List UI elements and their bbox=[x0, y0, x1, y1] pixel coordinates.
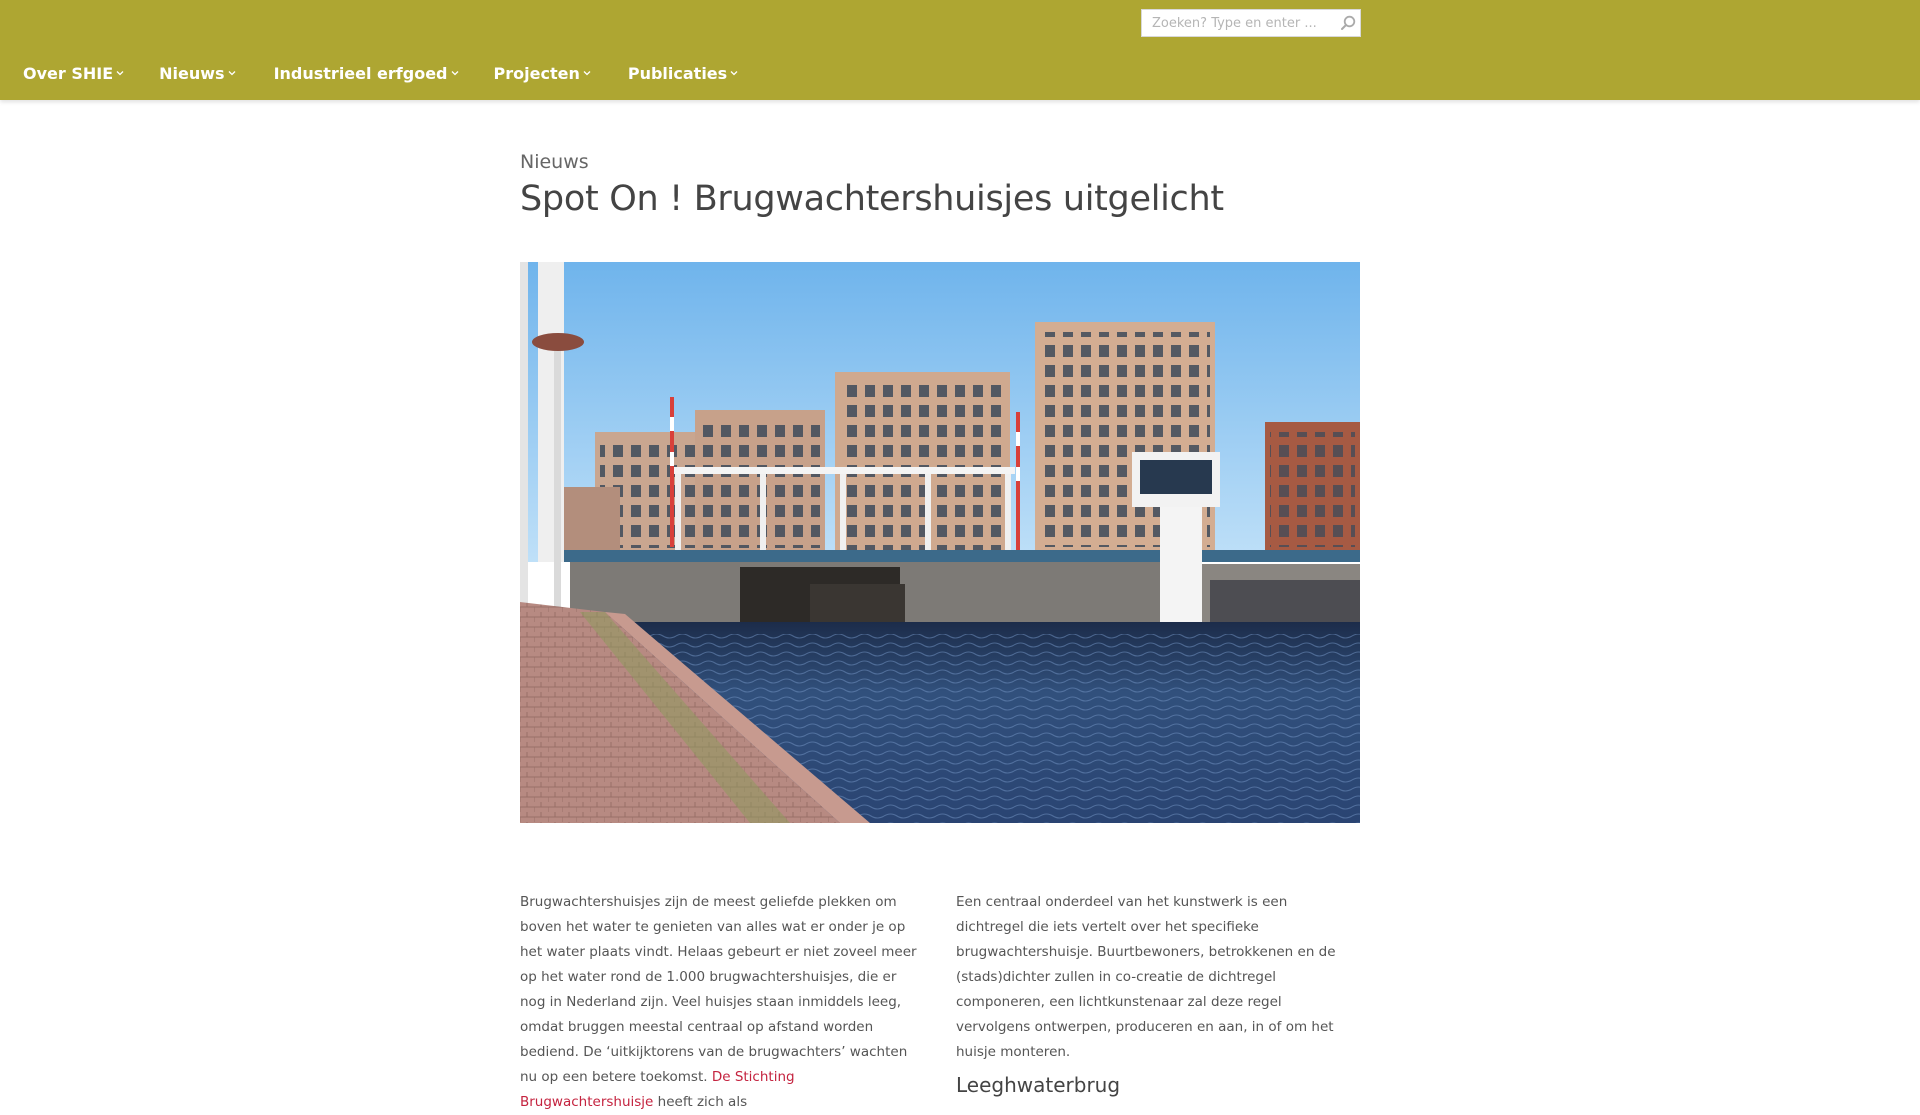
paragraph-text: Brugwachtershuisjes zijn de meest geliefde plekken om boven het water te genieten van alles wat er onder je op het water plaats vindt. Helaas gebeurt er niet zoveel meer op het water rond de 1.000 brugwachtershuisjes, die er nog in Nederland zijn. Veel huisjes staan inmiddels leeg, omdat bruggen meestal centraal op afstand worden bediend. De ‘uitkijktorens van de brugwachters’ wachten nu op een betere toekomst. bbox=[520, 894, 917, 1085]
nav-item-label: Industrieel erfgoed bbox=[273, 63, 448, 83]
article-header bbox=[520, 140, 1360, 219]
nav-item-label: Over SHIE bbox=[23, 63, 114, 83]
chevron-down-icon bbox=[116, 70, 124, 76]
main-nav bbox=[0, 58, 738, 88]
chevron-down-icon bbox=[228, 70, 236, 76]
hero-photo bbox=[520, 262, 1360, 823]
search-input[interactable] bbox=[1142, 10, 1336, 36]
paragraph-text-continued: heeft zich als bbox=[657, 1094, 748, 1110]
nav-item-label: Nieuws bbox=[159, 63, 225, 83]
stichting-brugwachtershuisje-link[interactable]: De Stichting Brugwachtershuisje bbox=[520, 1069, 795, 1110]
article-column-right bbox=[956, 890, 1356, 1115]
article-body bbox=[520, 890, 1360, 1115]
article-title: Spot On ! Brugwachtershuisjes uitgelicht bbox=[520, 179, 1224, 219]
bridge-photo-illustration bbox=[520, 262, 1360, 823]
search-box[interactable] bbox=[1141, 9, 1361, 37]
nav-item-industrieel-erfgoed[interactable] bbox=[274, 64, 459, 83]
chevron-down-icon bbox=[451, 70, 459, 76]
nav-item-nieuws[interactable] bbox=[159, 64, 235, 83]
nav-item-projecten[interactable] bbox=[494, 64, 591, 83]
chevron-down-icon bbox=[730, 70, 738, 76]
nav-item-over-shie[interactable] bbox=[23, 64, 124, 83]
nav-item-label: Projecten bbox=[493, 63, 580, 83]
chevron-down-icon bbox=[583, 70, 591, 76]
article-paragraph bbox=[520, 890, 920, 1115]
nav-item-publicaties[interactable] bbox=[628, 64, 738, 83]
header-bar bbox=[0, 0, 1920, 100]
search-icon[interactable] bbox=[1336, 10, 1360, 36]
nav-item-label: Publicaties bbox=[627, 63, 728, 83]
article-subheading: Leeghwaterbrug bbox=[956, 1073, 1121, 1097]
article-category: Nieuws bbox=[520, 151, 589, 173]
article-column-left bbox=[520, 890, 920, 1115]
article-paragraph: Een centraal onderdeel van het kunstwerk is een dichtregel die iets vertelt over het specifieke brugwachtershuisje. Buurtbewoners, betrokkenen en de (stads)dichter zullen in co-creatie de dichtregel componeren, een lichtkunstenaar zal deze regel vervolgens ontwerpen, produceren en aan, in of om het huisje monteren. bbox=[956, 894, 1336, 1060]
